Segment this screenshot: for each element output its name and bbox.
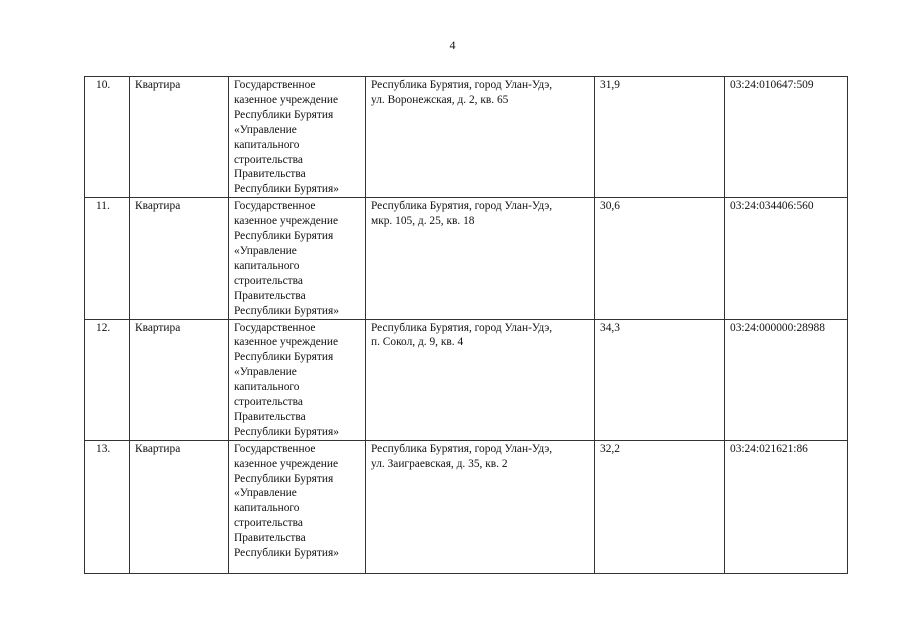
object-type: Квартира bbox=[130, 440, 229, 573]
owner-name bbox=[229, 77, 366, 198]
owner-line: Правительства bbox=[234, 168, 306, 181]
address bbox=[366, 319, 595, 440]
address-line: Республика Бурятия, город Улан-Удэ, bbox=[371, 200, 553, 213]
owner-line: Республики Бурятия bbox=[234, 230, 334, 243]
table-row bbox=[85, 198, 848, 319]
address-line: мкр. 105, д. 25, кв. 18 bbox=[371, 215, 475, 228]
owner-name bbox=[229, 319, 366, 440]
owner-line: «Управление bbox=[234, 244, 297, 257]
owner-line: «Управление bbox=[234, 123, 297, 136]
owner-name bbox=[229, 198, 366, 319]
owner-line: строительства bbox=[234, 517, 303, 530]
area: 30,6 bbox=[595, 198, 725, 319]
owner-line: Республики Бурятия bbox=[234, 472, 334, 485]
owner-line: казенное учреждение bbox=[234, 215, 339, 228]
table-row bbox=[85, 319, 848, 440]
owner-line: строительства bbox=[234, 396, 303, 409]
owner-line: Республики Бурятия» bbox=[234, 304, 339, 317]
owner-line: строительства bbox=[234, 153, 303, 166]
owner-line: Правительства bbox=[234, 410, 306, 423]
address-line: Республика Бурятия, город Улан-Удэ, bbox=[371, 79, 553, 91]
row-number: 11. bbox=[85, 198, 130, 319]
owner-line: капитального bbox=[234, 138, 300, 151]
address-line: Республика Бурятия, город Улан-Удэ, bbox=[371, 442, 553, 455]
owner-line: Правительства bbox=[234, 532, 306, 545]
row-number: 10. bbox=[85, 77, 130, 198]
owner-line: казенное учреждение bbox=[234, 93, 339, 106]
object-type: Квартира bbox=[130, 77, 229, 198]
address bbox=[366, 198, 595, 319]
owner-line: капитального bbox=[234, 381, 300, 394]
owner-line: Государственное bbox=[234, 442, 316, 455]
table-row bbox=[85, 440, 848, 573]
owner-line: «Управление bbox=[234, 366, 297, 379]
cadastral-number: 03:24:000000:28988 bbox=[725, 319, 848, 440]
address-line: ул. Заиграевская, д. 35, кв. 2 bbox=[371, 457, 508, 470]
area: 32,2 bbox=[595, 440, 725, 573]
cadastral-number: 03:24:021621:86 bbox=[725, 440, 848, 573]
owner-line: Республики Бурятия» bbox=[234, 183, 339, 196]
owner-line: Республики Бурятия» bbox=[234, 547, 339, 560]
area: 34,3 bbox=[595, 319, 725, 440]
owner-line: «Управление bbox=[234, 487, 297, 500]
address bbox=[366, 77, 595, 198]
owner-line: Государственное bbox=[234, 321, 316, 334]
page-number: 4 bbox=[449, 38, 456, 52]
owner-line: казенное учреждение bbox=[234, 457, 339, 470]
property-table bbox=[84, 76, 848, 574]
address-line: ул. Воронежская, д. 2, кв. 65 bbox=[371, 93, 509, 106]
owner-line: Государственное bbox=[234, 79, 316, 91]
object-type: Квартира bbox=[130, 319, 229, 440]
object-type: Квартира bbox=[130, 198, 229, 319]
cadastral-number: 03:24:010647:509 bbox=[725, 77, 848, 198]
address bbox=[366, 440, 595, 573]
owner-line: Республики Бурятия» bbox=[234, 425, 339, 438]
owner-line: капитального bbox=[234, 502, 300, 515]
row-number: 12. bbox=[85, 319, 130, 440]
row-number: 13. bbox=[85, 440, 130, 573]
area: 31,9 bbox=[595, 77, 725, 198]
address-line: Республика Бурятия, город Улан-Удэ, bbox=[371, 321, 553, 334]
table-row bbox=[85, 77, 848, 198]
cadastral-number: 03:24:034406:560 bbox=[725, 198, 848, 319]
address-line: п. Сокол, д. 9, кв. 4 bbox=[371, 336, 464, 349]
owner-line: Правительства bbox=[234, 289, 306, 302]
owner-name bbox=[229, 440, 366, 573]
owner-line: строительства bbox=[234, 274, 303, 287]
owner-line: Республики Бурятия bbox=[234, 108, 334, 121]
owner-line: Республики Бурятия bbox=[234, 351, 334, 364]
owner-line: казенное учреждение bbox=[234, 336, 339, 349]
owner-line: Государственное bbox=[234, 200, 316, 213]
owner-line: капитального bbox=[234, 259, 300, 272]
